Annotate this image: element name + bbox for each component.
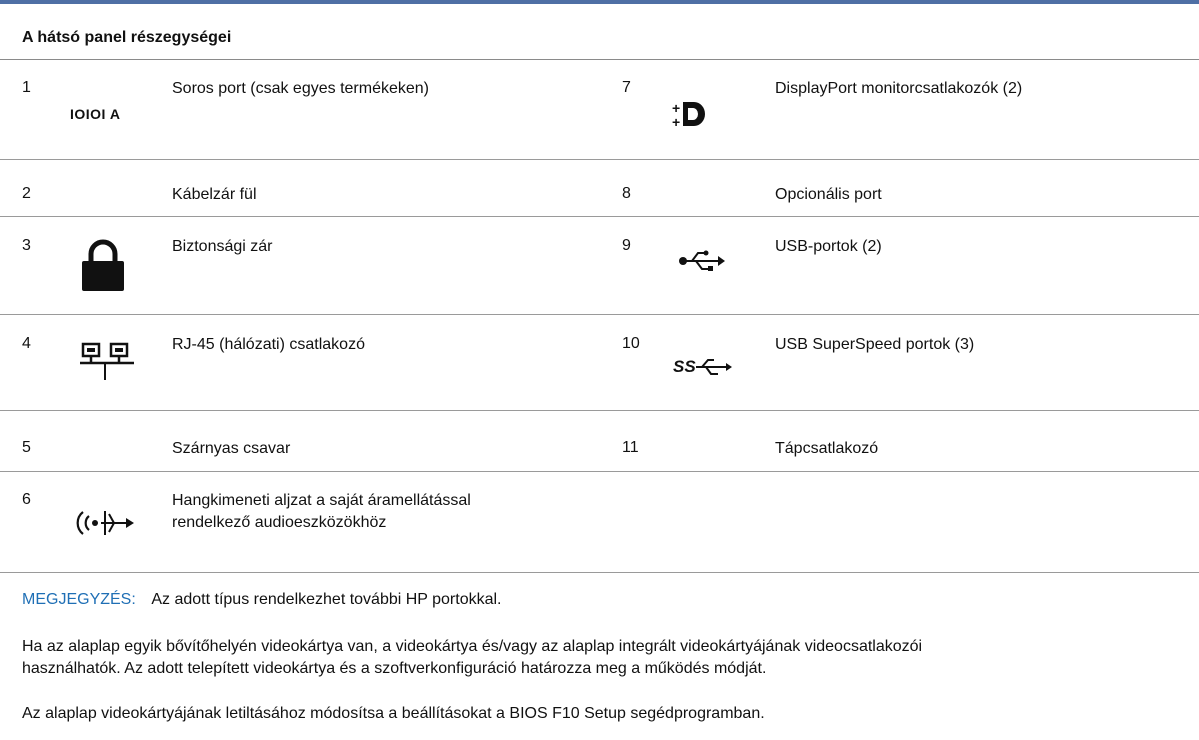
- row-separator: [0, 471, 1199, 472]
- item-label: Opcionális port: [775, 186, 882, 203]
- item-number: 6: [22, 491, 31, 508]
- item-label: USB SuperSpeed portok (3): [775, 336, 975, 353]
- svg-text:+: +: [672, 100, 681, 116]
- item-label: Kábelzár fül: [172, 186, 257, 203]
- note-label: MEGJEGYZÉS:: [22, 591, 136, 608]
- paragraph-line: használhatók. Az adott telepített videokártya és a szoftverkonfiguráció határozza meg a működés módját.: [22, 660, 767, 677]
- audio-out-icon: [74, 508, 138, 538]
- padlock-icon: [81, 238, 125, 292]
- row-separator: [0, 314, 1199, 315]
- top-accent-bar: [0, 0, 1199, 4]
- item-number: 5: [22, 439, 31, 456]
- item-number: 8: [622, 185, 631, 202]
- item-label-line1: Hangkimeneti aljzat a saját áramellátással: [172, 492, 471, 509]
- item-label: Tápcsatlakozó: [775, 440, 879, 457]
- usb-icon: [678, 250, 726, 272]
- item-number: 2: [22, 185, 31, 202]
- row-separator: [0, 216, 1199, 217]
- note-text: Az adott típus rendelkezhet további HP portokkal.: [151, 591, 502, 608]
- title-separator: [0, 59, 1199, 60]
- item-label: DisplayPort monitorcsatlakozók (2): [775, 80, 1023, 97]
- item-label: Szárnyas csavar: [172, 440, 291, 457]
- note: [22, 591, 502, 609]
- table-bottom-rule: [0, 572, 1199, 573]
- item-number: 11: [622, 439, 639, 456]
- network-icon: [80, 342, 136, 382]
- svg-text:+: +: [672, 114, 681, 130]
- usb-arrow-icon: [694, 356, 734, 378]
- row-separator: [0, 159, 1199, 160]
- item-number: 4: [22, 335, 31, 352]
- item-label: USB-portok (2): [775, 238, 882, 255]
- item-label: Biztonsági zár: [172, 238, 273, 255]
- item-number: 10: [622, 335, 640, 352]
- displayport-icon: [672, 100, 708, 130]
- paragraph: Az alaplap videokártyájának letiltásához módosítsa a beállításokat a BIOS F10 Setup segédprogramban.: [22, 705, 765, 722]
- item-number: 1: [22, 79, 31, 96]
- paragraph-line: Ha az alaplap egyik bővítőhelyén videokártya van, a videokártya és/vagy az alaplap integrált videokártyájának videocsatlakozói: [22, 638, 923, 655]
- serial-port-icon: IOIOI A: [70, 106, 121, 122]
- item-number: 3: [22, 237, 31, 254]
- table-title: A hátsó panel részegységei: [22, 29, 232, 46]
- item-label-line2: rendelkező audioeszközökhöz: [172, 514, 387, 531]
- item-label: Soros port (csak egyes termékeken): [172, 80, 429, 97]
- row-separator: [0, 410, 1199, 411]
- item-label: RJ-45 (hálózati) csatlakozó: [172, 336, 365, 353]
- item-number: 9: [622, 237, 631, 254]
- item-number: 7: [622, 79, 631, 96]
- usb-superspeed-icon: SS: [673, 357, 696, 376]
